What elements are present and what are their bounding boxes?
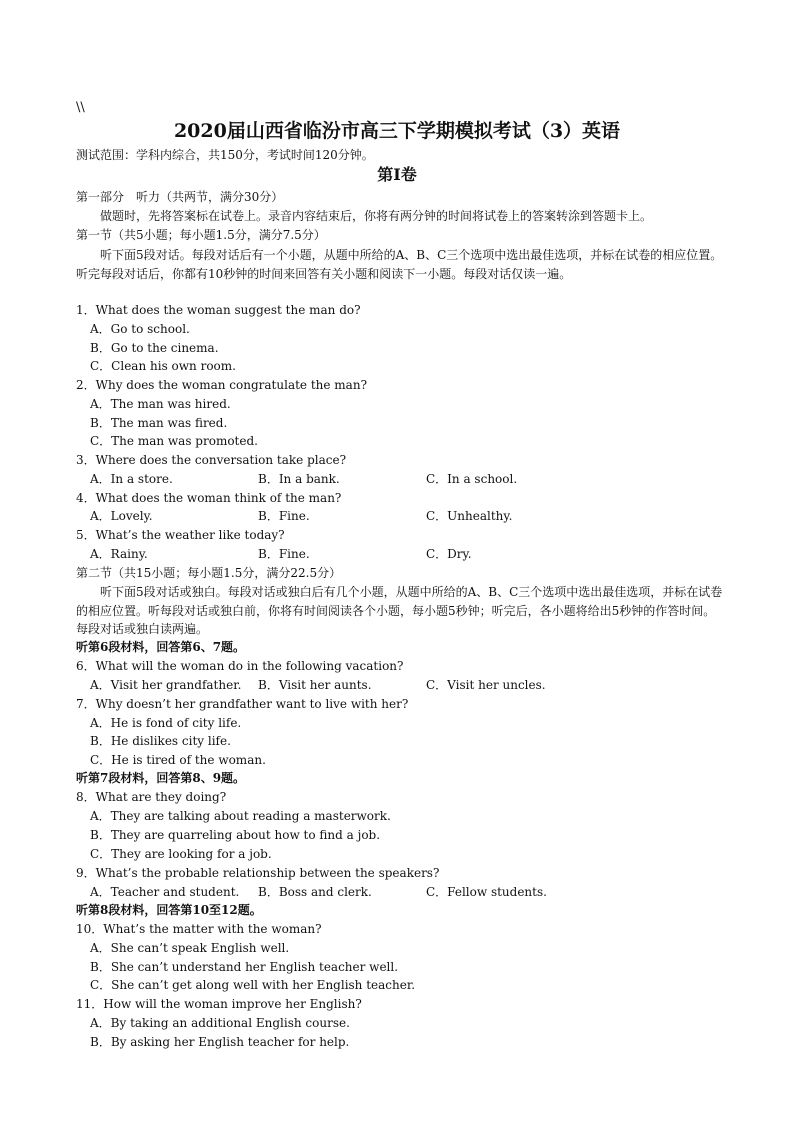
q6-option-b: B．Visit her aunts.: [258, 678, 372, 692]
section2-instruction: 听下面5段对话或独白。每段对话或独白后有几个小题，从题中所给的A、B、C三个选项中选出最佳选项，并标在试卷的相应位置。听每段对话或独白前，你将有时间阅读各个小题，每小题5秒钟；听完后，各小题将给出5秒钟的作答时间。每段对话或独白读两遍。: [76, 585, 723, 636]
q8-option-c: C．They are looking for a job.: [90, 847, 272, 861]
q2-stem: 2．Why does the woman congratulate the man?: [76, 378, 368, 392]
q1-option-c: C．Clean his own room.: [90, 359, 236, 373]
q11-stem: 11．How will the woman improve her English?: [76, 997, 362, 1011]
section2-heading: 第二节（共15小题；每小题1.5分，满分22.5分）: [76, 566, 342, 580]
part1-instruction: 做题时，先将答案标在试卷上。录音内容结束后，你将有两分钟的时间将试卷上的答案转涂到答题卡上。: [100, 209, 653, 223]
q1-stem: 1．What does the woman suggest the man do?: [76, 303, 361, 317]
q5-option-c: C．Dry.: [426, 547, 472, 561]
q1-option-b: B．Go to the cinema.: [90, 341, 219, 355]
q3-options: [90, 471, 740, 487]
q4-stem: 4．What does the woman think of the man?: [76, 491, 342, 505]
q6-option-a: A．Visit her grandfather.: [90, 678, 242, 692]
q7-stem: 7．Why doesn’t her grandfather want to live with her?: [76, 697, 409, 711]
q4-option-a: A．Lovely.: [90, 509, 153, 523]
q9-stem: 9．What’s the probable relationship between the speakers?: [76, 866, 440, 880]
q10-stem: 10．What’s the matter with the woman?: [76, 922, 322, 936]
section1-instruction: 听下面5段对话。每段对话后有一个小题，从题中所给的A、B、C三个选项中选出最佳选项，并标在试卷的相应位置。听完每段对话后，你都有10秒钟的时间来回答有关小题和阅读下一小题。每段对话仅读一遍。: [76, 248, 723, 281]
section1-heading: 第一节（共5小题；每小题1.5分，满分7.5分）: [76, 228, 326, 242]
q3-option-c: C．In a school.: [426, 472, 518, 486]
q5-option-b: B．Fine.: [258, 547, 310, 561]
q5-options: [90, 546, 740, 562]
q8-stem: 8．What are they doing?: [76, 790, 227, 804]
q7-option-c: C．He is tired of the woman.: [90, 753, 266, 767]
q9-option-b: B．Boss and clerk.: [258, 885, 372, 899]
material-6-heading: 听第6段材料，回答第6、7题。: [76, 640, 246, 654]
q6-options: [90, 677, 740, 693]
q3-stem: 3．Where does the conversation take place?: [76, 453, 347, 467]
q4-option-b: B．Fine.: [258, 509, 310, 523]
q11-option-b: B．By asking her English teacher for help.: [90, 1035, 350, 1049]
q2-option-c: C．The man was promoted.: [90, 434, 258, 448]
q8-option-b: B．They are quarreling about how to find a job.: [90, 828, 381, 842]
q4-options: [90, 508, 740, 524]
volume-heading: 第Ⅰ卷: [377, 165, 417, 184]
q9-options: [90, 884, 740, 900]
q5-stem: 5．What’s the weather like today?: [76, 528, 285, 542]
part1-heading: 第一部分 听力（共两节，满分30分）: [76, 190, 284, 204]
q10-option-c: C．She can’t get along well with her English teacher.: [90, 978, 416, 992]
q4-option-c: C．Unhealthy.: [426, 509, 513, 523]
q7-option-b: B．He dislikes city life.: [90, 734, 231, 748]
q10-option-b: B．She can’t understand her English teacher well.: [90, 960, 399, 974]
q2-option-a: A．The man was hired.: [90, 397, 231, 411]
q5-option-a: A．Rainy.: [90, 547, 148, 561]
q1-option-a: A．Go to school.: [90, 322, 190, 336]
material-7-heading: 听第7段材料，回答第8、9题。: [76, 771, 246, 785]
q3-option-b: B．In a bank.: [258, 472, 340, 486]
q6-option-c: C．Visit her uncles.: [426, 678, 546, 692]
q7-option-a: A．He is fond of city life.: [90, 716, 242, 730]
q8-option-a: A．They are talking about reading a masterwork.: [90, 809, 391, 823]
exam-title: 2020届山西省临汾市高三下学期模拟考试（3）英语: [173, 120, 621, 142]
q3-option-a: A．In a store.: [90, 472, 173, 486]
q2-option-b: B．The man was fired.: [90, 416, 228, 430]
q11-option-a: A．By taking an additional English course.: [90, 1016, 350, 1030]
q9-option-a: A．Teacher and student.: [90, 885, 240, 899]
backslash-mark: \\: [76, 100, 85, 115]
q6-stem: 6．What will the woman do in the following vacation?: [76, 659, 404, 673]
q10-option-a: A．She can’t speak English well.: [90, 941, 290, 955]
material-8-heading: 听第8段材料，回答第10至12题。: [76, 903, 262, 917]
exam-scope: 测试范围：学科内综合，共150分，考试时间120分钟。: [76, 148, 374, 162]
q9-option-c: C．Fellow students.: [426, 885, 547, 899]
